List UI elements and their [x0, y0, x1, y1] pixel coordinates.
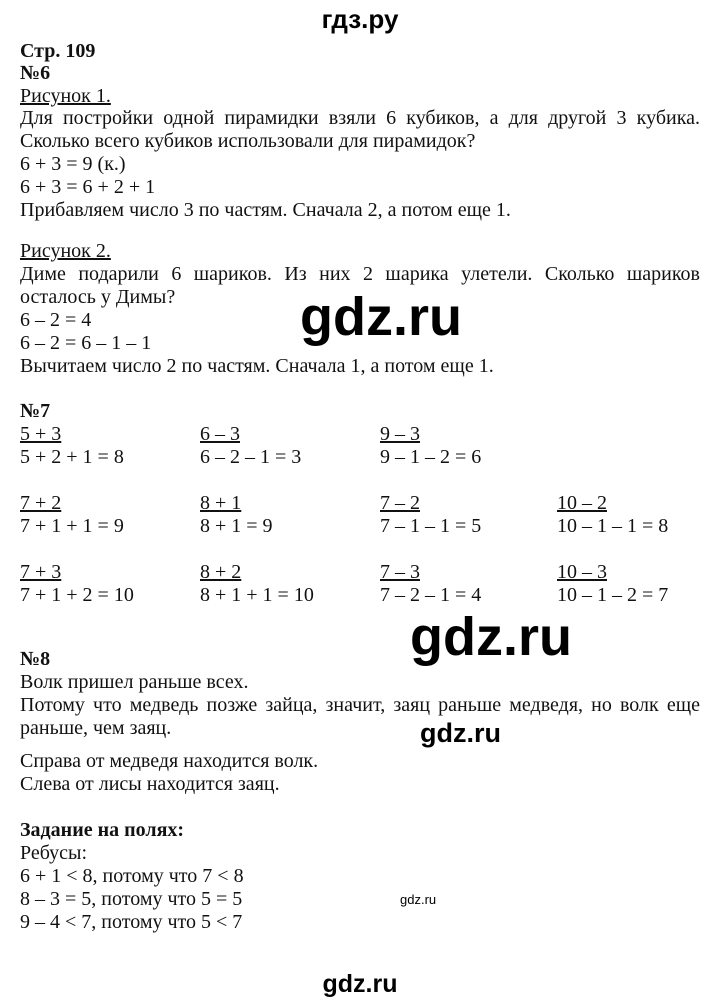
task7-solution: 10 – 1 – 1 = 8	[557, 515, 669, 537]
task7-expression: 8 + 1	[200, 492, 242, 514]
fig1-eq1: 6 + 3 = 9 (к.)	[20, 153, 126, 175]
fig1-explain: Прибавляем число 3 по частям. Сначала 2, а потом еще 1.	[20, 199, 511, 221]
fig2-title: Рисунок 2.	[20, 240, 111, 262]
task7-expression: 10 – 3	[557, 561, 607, 583]
fig2-explain: Вычитаем число 2 по частям. Сначала 1, а потом еще 1.	[20, 355, 494, 377]
watermark: gdz.ru	[300, 287, 462, 347]
watermark: gdz.ru	[410, 607, 572, 667]
task7-expression: 6 – 3	[200, 423, 240, 445]
task8-line5: Слева от лисы находится заяц.	[20, 773, 280, 795]
task7-solution: 8 + 1 + 1 = 10	[200, 584, 314, 606]
watermark: gdz.ru	[420, 718, 501, 748]
fig2-eq2: 6 – 2 = 6 – 1 – 1	[20, 332, 152, 354]
task7-solution: 7 – 1 – 1 = 5	[380, 515, 482, 537]
task7-solution: 10 – 1 – 2 = 7	[557, 584, 669, 606]
fig2-text2: осталось у Димы?	[20, 286, 176, 308]
fig1-title: Рисунок 1.	[20, 85, 111, 107]
watermark-footer: gdz.ru	[322, 970, 398, 998]
margin-task-title: Задание на полях:	[20, 819, 185, 841]
rebus-line: 6 + 1 < 8, потому что 7 < 8	[20, 865, 244, 887]
site-header: гдз.ру	[321, 4, 399, 34]
task8-line3: раньше, чем заяц.	[20, 717, 172, 739]
task8-number: №8	[20, 648, 51, 670]
task8-line1: Волк пришел раньше всех.	[20, 671, 249, 693]
task7-expression: 10 – 2	[557, 492, 607, 514]
task8-line4: Справа от медведя находится волк.	[20, 750, 319, 772]
page-label: Стр. 109	[20, 40, 96, 62]
task7-expression: 7 + 2	[20, 492, 62, 514]
task7-solution: 7 + 1 + 1 = 9	[20, 515, 124, 537]
task7-solution: 7 – 2 – 1 = 4	[380, 584, 482, 606]
task6-number: №6	[20, 62, 51, 84]
task7-number: №7	[20, 400, 51, 422]
task8-line2: Потому что медведь позже зайца, значит, заяц раньше медведя, но волк еще	[20, 694, 700, 716]
watermark: gdz.ru	[400, 892, 437, 907]
task7-solution: 5 + 2 + 1 = 8	[20, 446, 124, 468]
task7-expression: 7 – 3	[380, 561, 420, 583]
task7-expression: 7 – 2	[380, 492, 420, 514]
rebus-line: 9 – 4 < 7, потому что 5 < 7	[20, 911, 243, 933]
margin-task-subtitle: Ребусы:	[20, 842, 88, 864]
fig2-eq1: 6 – 2 = 4	[20, 309, 92, 331]
task7-solution: 9 – 1 – 2 = 6	[380, 446, 482, 468]
task7-expression: 8 + 2	[200, 561, 242, 583]
task7-expression: 7 + 3	[20, 561, 62, 583]
task7-solution: 7 + 1 + 2 = 10	[20, 584, 134, 606]
rebus-line: 8 – 3 = 5, потому что 5 = 5	[20, 888, 243, 910]
task7-expression: 5 + 3	[20, 423, 62, 445]
fig1-eq2: 6 + 3 = 6 + 2 + 1	[20, 176, 156, 198]
task7-solution: 6 – 2 – 1 = 3	[200, 446, 302, 468]
fig2-text1: Диме подарили 6 шариков. Из них 2 шарика улетели. Сколько шариков	[20, 263, 700, 285]
fig1-text2: Сколько всего кубиков использовали для пирамидок?	[20, 130, 476, 152]
task7-expression: 9 – 3	[380, 423, 420, 445]
fig1-text1: Для постройки одной пирамидки взяли 6 кубиков, а для другой 3 кубика.	[20, 107, 700, 129]
task7-solution: 8 + 1 = 9	[200, 515, 273, 537]
